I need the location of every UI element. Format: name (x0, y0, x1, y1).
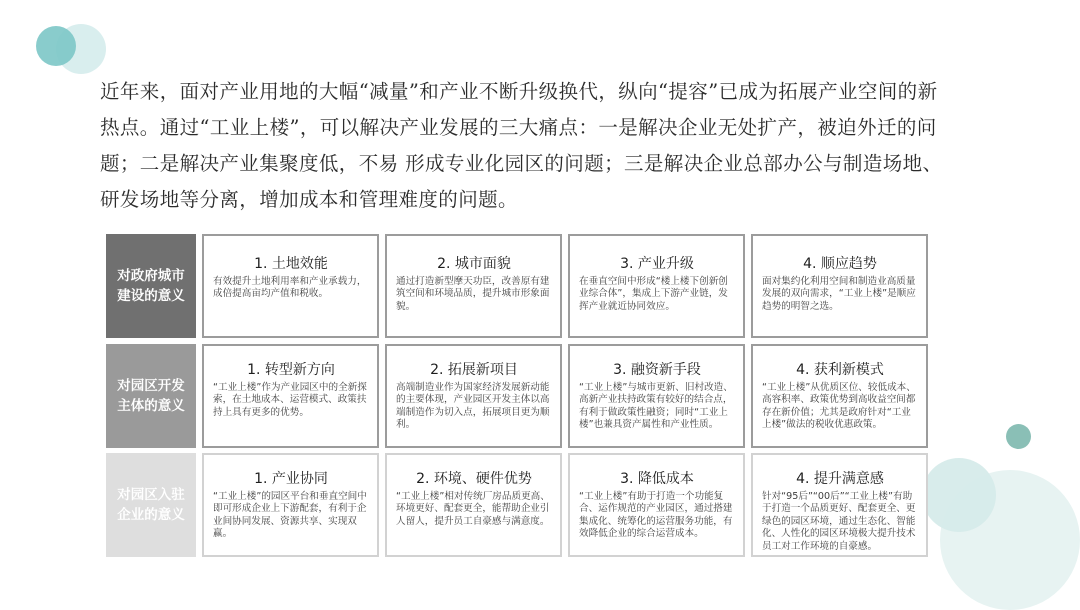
table-cell (385, 234, 562, 338)
cell-title: 2. 拓展新项目 (430, 362, 518, 378)
cell-body: 有效提升土地利用率和产业承载力，成倍提高亩均产值和税收。 (213, 276, 367, 300)
cell-body: “工业上楼”有助于打造一个功能复合、运作规范的产业园区，通过搭建集成化、统筹化的运营服务功能，有效降低企业的综合运营成本。 (579, 491, 733, 540)
cell-body: 面对集约化利用空间和制造业高质量发展的双向需求，“工业上楼”是顺应趋势的明智之选。 (762, 276, 916, 312)
table-cell (202, 453, 379, 557)
table-cell (385, 344, 562, 448)
table-cell (568, 234, 745, 338)
table-cell (751, 234, 928, 338)
cell-body: “工业上楼”作为产业园区中的全新探索，在土地成本、运营模式、政策扶持上具有更多的优势。 (213, 382, 367, 418)
table-cell (751, 344, 928, 448)
cell-title: 1. 转型新方向 (247, 362, 335, 378)
decorative-circle-small (36, 26, 76, 66)
cell-title: 3. 产业升级 (620, 256, 694, 272)
decorative-circle-small (1006, 424, 1031, 449)
table-cell (385, 453, 562, 557)
significance-table (106, 234, 926, 556)
cell-body: 针对“95后”“00后”“工业上楼”有助于打造一个品质更好、配套更全、更绿色的园区环境，通过生态化、智能化、人性化的园区环境极大提升技术员工对工作环境的自豪感。 (762, 491, 916, 552)
cell-title: 1. 产业协同 (254, 471, 328, 487)
cell-title: 3. 降低成本 (620, 471, 694, 487)
cell-body: “工业上楼”与城市更新、旧村改造、高新产业扶持政策有较好的结合点，有利于做政策性融资；同时“工业上楼”也兼具资产属性和产业性质。 (579, 382, 733, 431)
table-cell (202, 344, 379, 448)
cell-body: 高端制造业作为国家经济发展新动能的主要体现，产业园区开发主体以高端制造作为切入点，拓展项目更为顺利。 (396, 382, 550, 431)
cell-title: 4. 获利新模式 (796, 362, 884, 378)
table-row (106, 234, 926, 338)
cell-body: “工业上楼”相对传统厂房品质更高、环境更好、配套更全，能帮助企业引人留人，提升员工自豪感与满意度。 (396, 491, 550, 527)
table-row (106, 344, 926, 448)
cell-title: 4. 提升满意感 (796, 471, 884, 487)
cell-title: 2. 环境、硬件优势 (416, 471, 532, 487)
cell-title: 4. 顺应趋势 (803, 256, 877, 272)
row-header: 对园区入驻企业的意义 (106, 453, 196, 557)
row-header: 对政府城市建设的意义 (106, 234, 196, 338)
row-header: 对园区开发主体的意义 (106, 344, 196, 448)
cell-title: 1. 土地效能 (254, 256, 328, 272)
table-cell (751, 453, 928, 557)
cell-title: 3. 融资新手段 (613, 362, 701, 378)
table-cell (202, 234, 379, 338)
decorative-circle-medium (922, 458, 996, 532)
cell-title: 2. 城市面貌 (437, 256, 511, 272)
cell-body: “工业上楼”的园区平台和垂直空间中即可形成企业上下游配套，有利于企业间协同发展、资源共享、实现双赢。 (213, 491, 367, 540)
cell-body: “工业上楼”从优质区位、较低成本、高容积率、政策优势到高收益空间都存在新价值；尤其是政府针对“工业上楼”做法的税收优惠政策。 (762, 382, 916, 431)
table-cell (568, 344, 745, 448)
table-row (106, 453, 926, 557)
intro-paragraph: 近年来，面对产业用地的大幅“减量”和产业不断升级换代，纵向“提容”已成为拓展产业空间的新热点。通过“工业上楼”，可以解决产业发展的三大痛点：一是解决企业无处扩产，被迫外迁的问题；二是解决产业集聚度低，不易 形成专业化园区的问题；三是解决企业总部办公与制造场地、研发场地等分离，增加成本和管理难度的问题。 (100, 80, 943, 211)
cell-body: 通过打造新型摩天功臣，改善原有建筑空间和环境品质，提升城市形象面貌。 (396, 276, 550, 312)
cell-body: 在垂直空间中形成“楼上楼下创新创业综合体”，集成上下游产业链，发挥产业就近协同效应。 (579, 276, 728, 312)
table-cell (568, 453, 745, 557)
